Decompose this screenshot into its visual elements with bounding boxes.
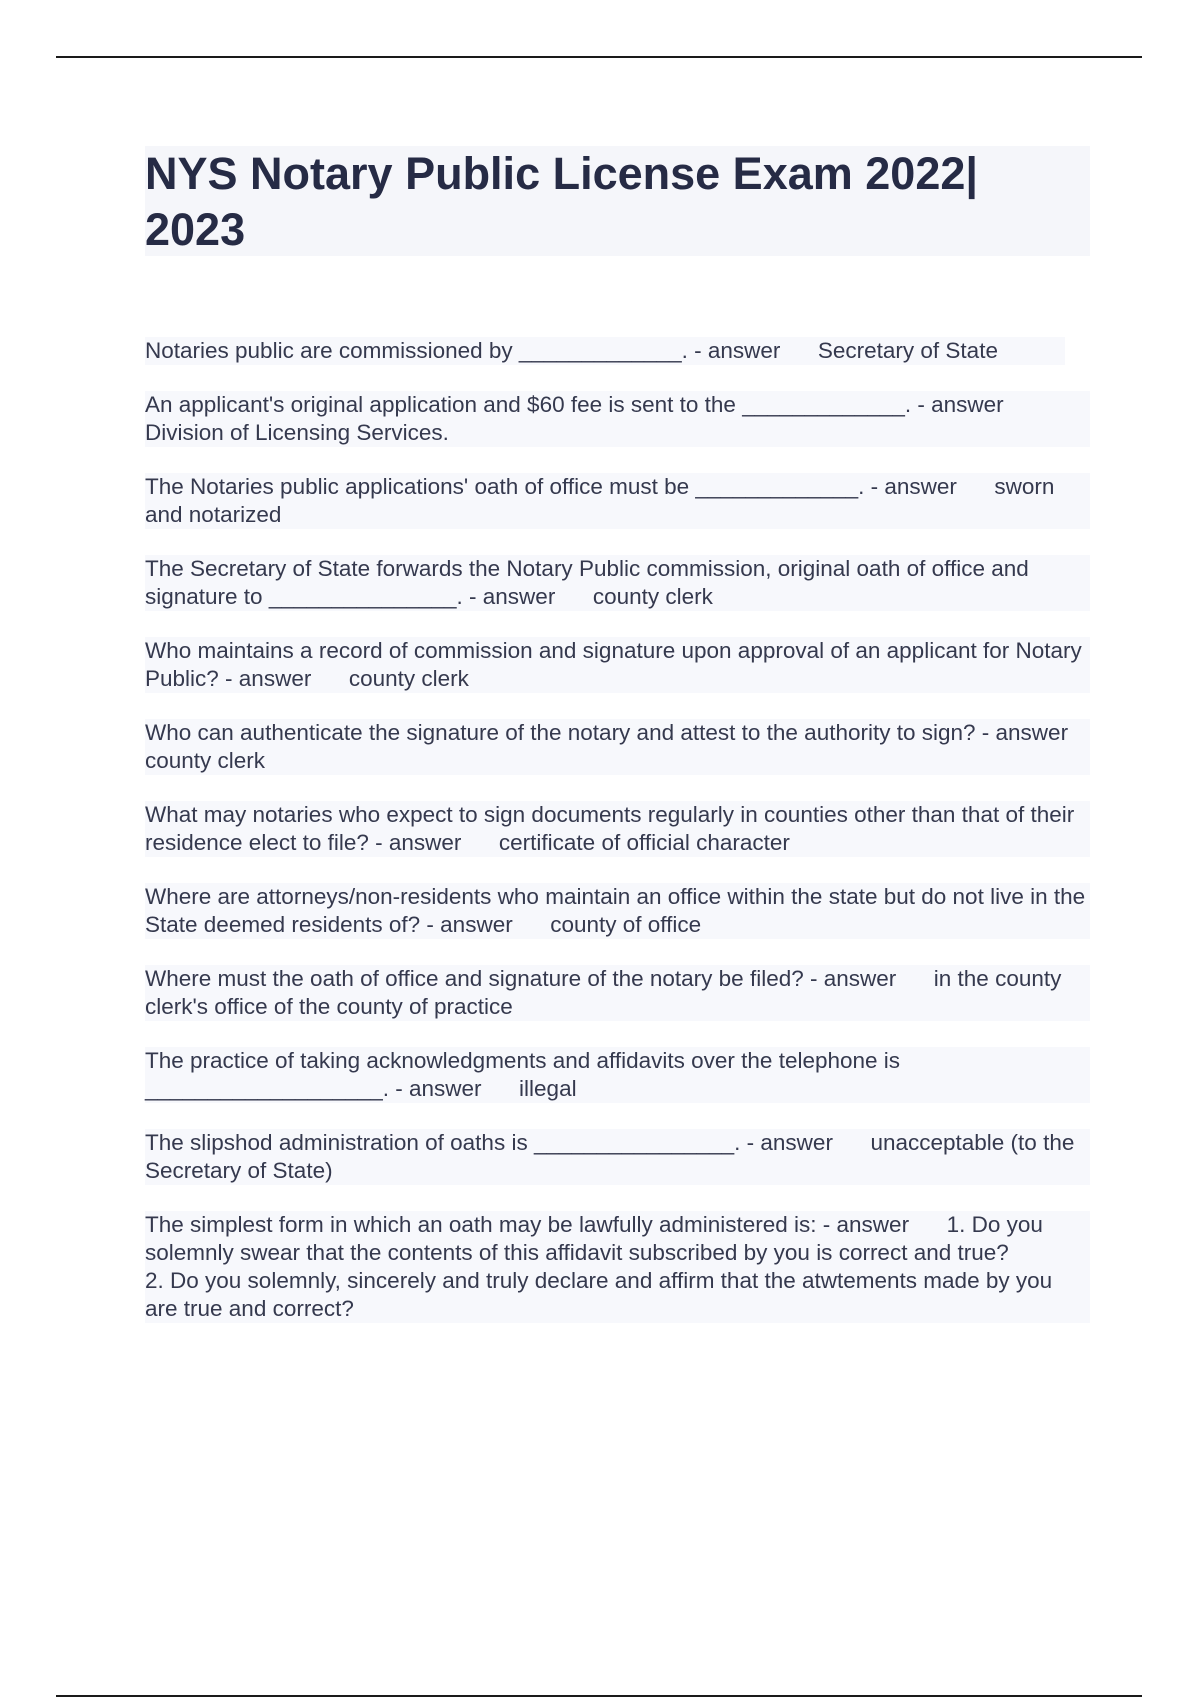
qa-text: The Notaries public applications' oath of office must be _____________. - answer sworn and notarized xyxy=(145,474,1061,527)
qa-item xyxy=(145,555,1090,611)
qa-item xyxy=(145,719,1106,775)
top-rule xyxy=(56,56,1142,58)
qa-text: Who can authenticate the signature of the notary and attest to the authority to sign? - answer county clerk xyxy=(145,720,1106,773)
qa-text: An applicant's original application and $60 fee is sent to the _____________. - answer Division of Licensing Services. xyxy=(145,392,1042,445)
qa-text: The Secretary of State forwards the Notary Public commission, original oath of office and signature to _______________. - answer county clerk xyxy=(145,556,1036,609)
qa-item xyxy=(145,1129,1090,1185)
qa-item xyxy=(145,1211,1090,1323)
qa-text: Where must the oath of office and signature of the notary be filed? - answer in the county clerk's office of the county of practice xyxy=(145,966,1068,1019)
page-title: NYS Notary Public License Exam 2022| 2023 xyxy=(145,148,978,255)
qa-item xyxy=(145,473,1090,529)
qa-item xyxy=(145,801,1090,857)
qa-item xyxy=(145,391,1090,447)
qa-text: What may notaries who expect to sign documents regularly in counties other than that of their residence elect to file? - answer certificate of official character xyxy=(145,802,1081,855)
qa-item xyxy=(145,1047,1090,1103)
qa-text: Where are attorneys/non-residents who maintain an office within the state but do not live in the State deemed residents of? - answer county of office xyxy=(145,884,1092,937)
qa-item xyxy=(145,337,1090,365)
qa-text: Who maintains a record of commission and signature upon approval of an applicant for Notary Public? - answer county clerk xyxy=(145,638,1089,691)
qa-text: The slipshod administration of oaths is ________________. - answer unacceptable (to the Secretary of State) xyxy=(145,1130,1081,1183)
qa-list xyxy=(145,337,1106,1349)
qa-text: Notaries public are commissioned by _____________. - answer Secretary of State xyxy=(145,338,998,363)
qa-item xyxy=(145,637,1090,693)
qa-item xyxy=(145,883,1090,939)
bottom-rule xyxy=(56,1695,1142,1697)
qa-text: The simplest form in which an oath may be lawfully administered is: - answer 1. Do you solemnly swear that the contents of this affidavit subscribed by you is correct and true? 2. Do you solemnly, sincerely and truly declare and affirm that the atwtements made by you are true and correct? xyxy=(145,1212,1053,1321)
qa-text: The practice of taking acknowledgments and affidavits over the telephone is ___________________. - answer illegal xyxy=(145,1048,907,1101)
qa-item xyxy=(145,965,1090,1021)
